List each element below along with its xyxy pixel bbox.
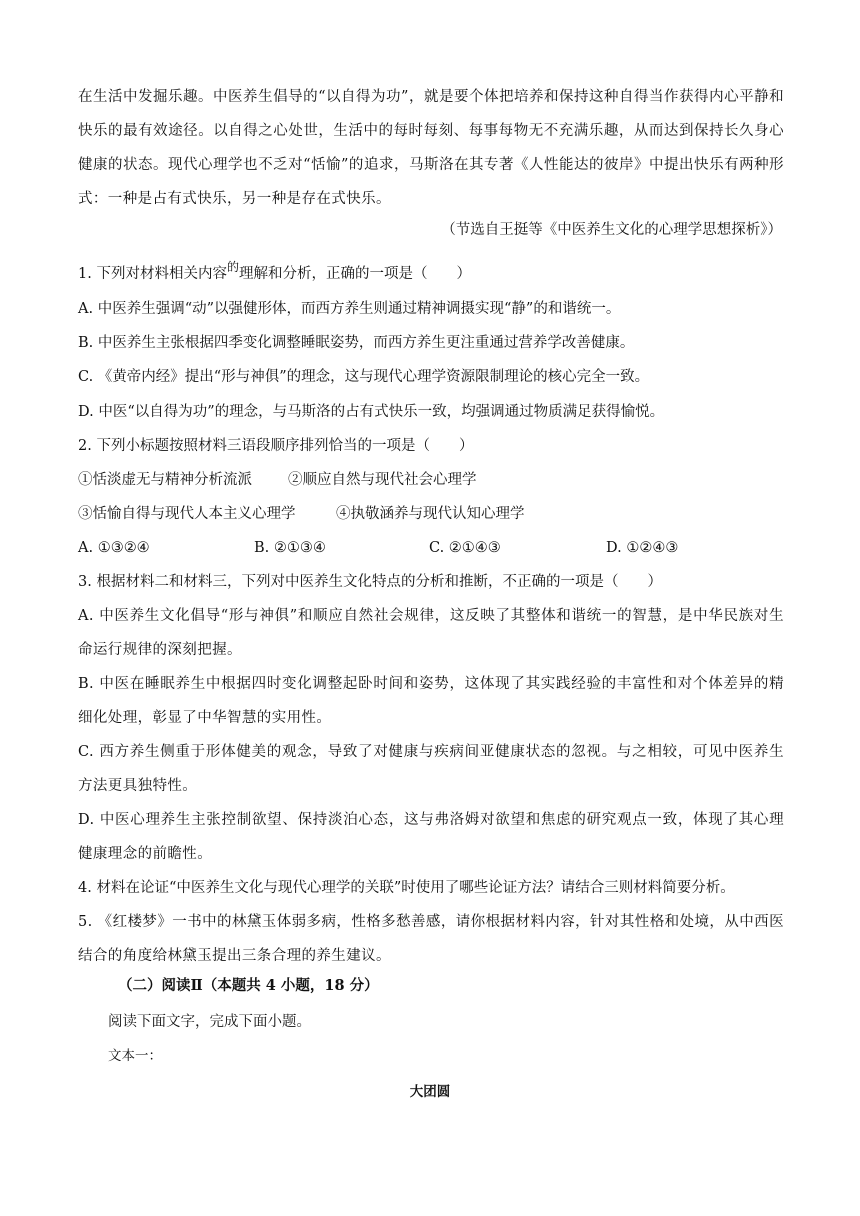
question-2-item-1: ①恬淡虚无与精神分析流派: [78, 472, 252, 488]
question-2-option-a: A. ①③②④: [78, 540, 150, 556]
question-1-stem-part-a: 1. 下列对材料相关内容: [78, 266, 227, 282]
question-2-item-2: ②顺应自然与现代社会心理学: [288, 472, 477, 488]
story-title: 大团圆: [409, 1084, 451, 1100]
question-3-option-c: C. 西方养生侧重于形体健美的观念，导致了对健康与疾病间亚健康状态的忽视。与之相较，可见中医养生方法更具独特性。: [78, 744, 784, 794]
question-2-item-3: ③恬愉自得与现代人本主义心理学: [78, 506, 296, 522]
question-1-stem-part-b: 理解和分析，正确的一项是（ ）: [238, 266, 471, 282]
passage-source: （节选自王挺等《中医养生文化的心理学思想探析》）: [441, 222, 782, 238]
question-5-stem: 5. 《红楼梦》一书中的林黛玉体弱多病，性格多愁善感，请你根据材料内容，针对其性格和处境，从中西医结合的角度给林黛玉提出三条合理的养生建议。: [78, 914, 784, 964]
question-2-option-b: B. ②①③④: [254, 540, 326, 556]
question-3-option-b: B. 中医在睡眠养生中根据四时变化调整起卧时间和姿势，这体现了其实践经验的丰富性和对个体差异的精细化处理，彰显了中华智慧的实用性。: [78, 676, 784, 726]
question-1-option-d: D. 中医“以自得为功”的理念，与马斯洛的占有式快乐一致，均强调通过物质满足获得愉悦。: [78, 404, 665, 420]
question-2-stem: 2. 下列小标题按照材料三语段顺序排列恰当的一项是（ ）: [78, 438, 474, 454]
section-2-instruction: 阅读下面文字，完成下面小题。: [108, 1014, 311, 1030]
question-1-stem: [78, 260, 784, 284]
text-one-label: 文本一：: [108, 1048, 162, 1064]
question-3-option-d: D. 中医心理养生主张控制欲望、保持淡泊心态，这与弗洛姆对欲望和焦虑的研究观点一致，体现了其心理健康理念的前瞻性。: [78, 812, 784, 862]
section-2-heading: （二）阅读Ⅱ（本题共 4 小题，18 分）: [118, 977, 379, 994]
question-2-option-c: C. ②①④③: [429, 540, 501, 556]
question-1-option-b: B. 中医养生主张根据四季变化调整睡眠姿势，而西方养生更注重通过营养学改善健康。: [78, 335, 635, 351]
question-1-option-a: A. 中医养生强调“动”以强健形体，而西方养生则通过精神调摄实现“静”的和谐统一。: [78, 301, 621, 317]
question-2-item-4: ④执敬涵养与现代认知心理学: [336, 506, 525, 522]
question-3-stem: 3. 根据材料二和材料三，下列对中医养生文化特点的分析和推断，不正确的一项是（ ）: [78, 574, 662, 590]
passage-paragraph: 在生活中发掘乐趣。中医养生倡导的“以自得为功”，就是要个体把培养和保持这种自得当作获得内心平静和快乐的最有效途径。以自得之心处世，生活中的每时每刻、每事每物无不充满乐趣，从而达到保持长久身心健康的状态。现代心理学也不乏对“恬愉”的追求，马斯洛在其专著《人性能达的彼岸》中提出快乐有两种形式：一种是占有式快乐，另一种是存在式快乐。: [78, 89, 784, 207]
question-1-option-c: C. 《黄帝内经》提出“形与神俱”的理念，这与现代心理学资源限制理论的核心完全一致。: [78, 369, 650, 385]
question-3-option-a: A. 中医养生文化倡导“形与神俱”和顺应自然社会规律，这反映了其整体和谐统一的智慧，是中华民族对生命运行规律的深刻把握。: [78, 608, 784, 658]
question-2-option-d: D. ①②④③: [606, 540, 679, 556]
question-4-stem: 4. 材料在论证“中医养生文化与现代心理学的关联”时使用了哪些论证方法？请结合三则材料简要分析。: [78, 880, 735, 896]
question-1-stem-superscript: 的: [226, 260, 239, 274]
